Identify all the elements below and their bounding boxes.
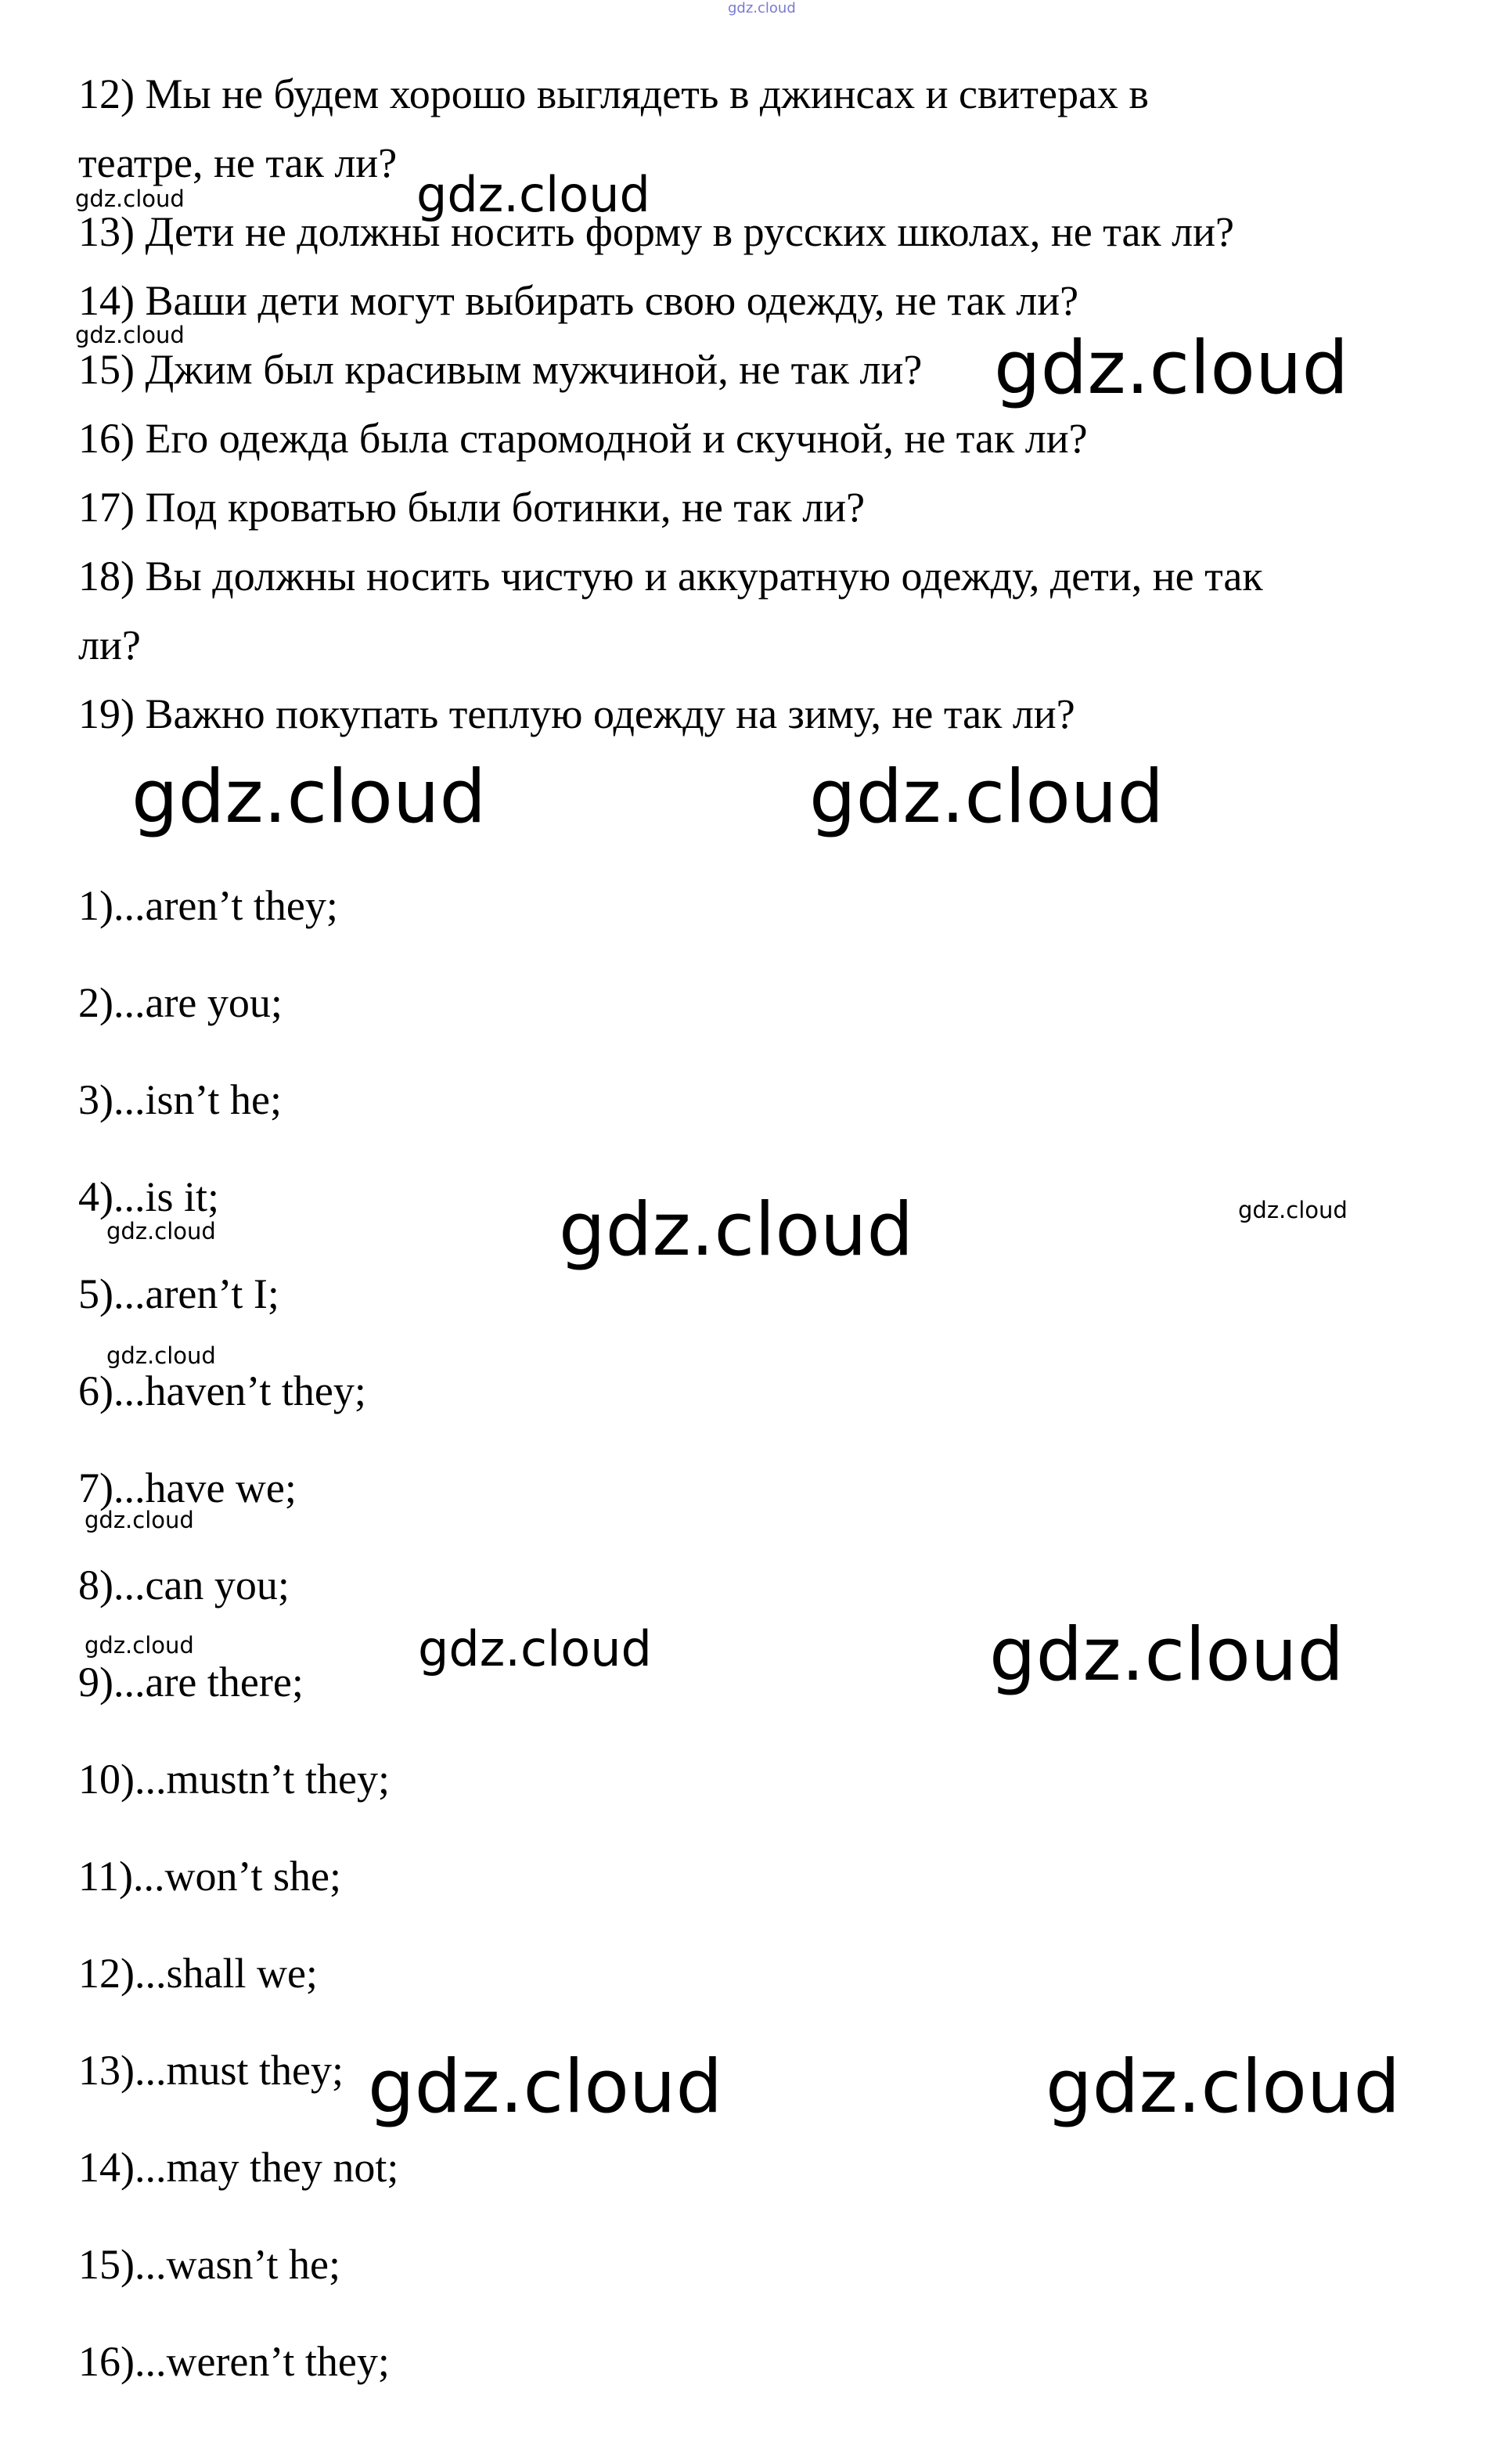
answer-line: 7)...have we; — [78, 1464, 297, 1511]
answer-line: 16)...weren’t they; — [78, 2338, 390, 2385]
answer-line: 15)...wasn’t he; — [78, 2241, 340, 2288]
watermark: gdz.cloud — [1238, 1197, 1348, 1223]
question-line: 17) Под кроватью были ботинки, не так ли? — [78, 484, 866, 531]
answer-line: 3)...isn’t he; — [78, 1076, 282, 1123]
watermark: gdz.cloud — [368, 2044, 723, 2130]
answer-line: 12)...shall we; — [78, 1950, 318, 1997]
watermark: gdz.cloud — [728, 0, 796, 16]
answer-line: 13)...must they; — [78, 2047, 344, 2094]
watermark: gdz.cloud — [85, 1507, 194, 1533]
answer-line: 4)...is it; — [78, 1173, 220, 1220]
watermark: gdz.cloud — [994, 326, 1349, 411]
watermark: gdz.cloud — [809, 755, 1165, 840]
watermark: gdz.cloud — [1046, 2044, 1401, 2130]
answer-line: 1)...aren’t they; — [78, 882, 338, 929]
question-line: 16) Его одежда была старомодной и скучной, не так ли? — [78, 415, 1088, 462]
watermark: gdz.cloud — [559, 1187, 914, 1273]
watermark: gdz.cloud — [75, 186, 185, 212]
watermark: gdz.cloud — [416, 166, 650, 223]
watermark: gdz.cloud — [418, 1620, 652, 1677]
question-line: 19) Важно покупать теплую одежду на зиму, не так ли? — [78, 690, 1075, 737]
question-line: 13) Дети не должны носить форму в русских школах, не так ли? — [78, 208, 1234, 255]
watermark: gdz.cloud — [106, 1218, 216, 1245]
watermark: gdz.cloud — [131, 755, 487, 840]
answer-line: 2)...are you; — [78, 979, 283, 1026]
watermark: gdz.cloud — [75, 322, 185, 348]
answer-line: 9)...are there; — [78, 1659, 304, 1706]
answer-line: 10)...mustn’t they; — [78, 1756, 390, 1803]
watermark: gdz.cloud — [989, 1612, 1345, 1698]
watermark: gdz.cloud — [85, 1632, 194, 1659]
watermark: gdz.cloud — [106, 1342, 216, 1369]
answer-line: 5)...aren’t I; — [78, 1270, 279, 1317]
answer-line: 11)...won’t she; — [78, 1853, 341, 1900]
question-line: 14) Ваши дети могут выбирать свою одежду, не так ли? — [78, 277, 1079, 324]
question-line: ли? — [78, 621, 141, 668]
question-line: 15) Джим был красивым мужчиной, не так ли? — [78, 346, 923, 393]
question-line: 12) Мы не будем хорошо выглядеть в джинсах и свитерах в — [78, 70, 1149, 117]
answer-line: 8)...can you; — [78, 1562, 290, 1608]
answer-line: 6)...haven’t they; — [78, 1367, 366, 1414]
answer-line: 14)...may they not; — [78, 2144, 399, 2191]
question-line: театре, не так ли? — [78, 139, 398, 186]
question-line: 18) Вы должны носить чистую и аккуратную одежду, дети, не так — [78, 553, 1263, 600]
